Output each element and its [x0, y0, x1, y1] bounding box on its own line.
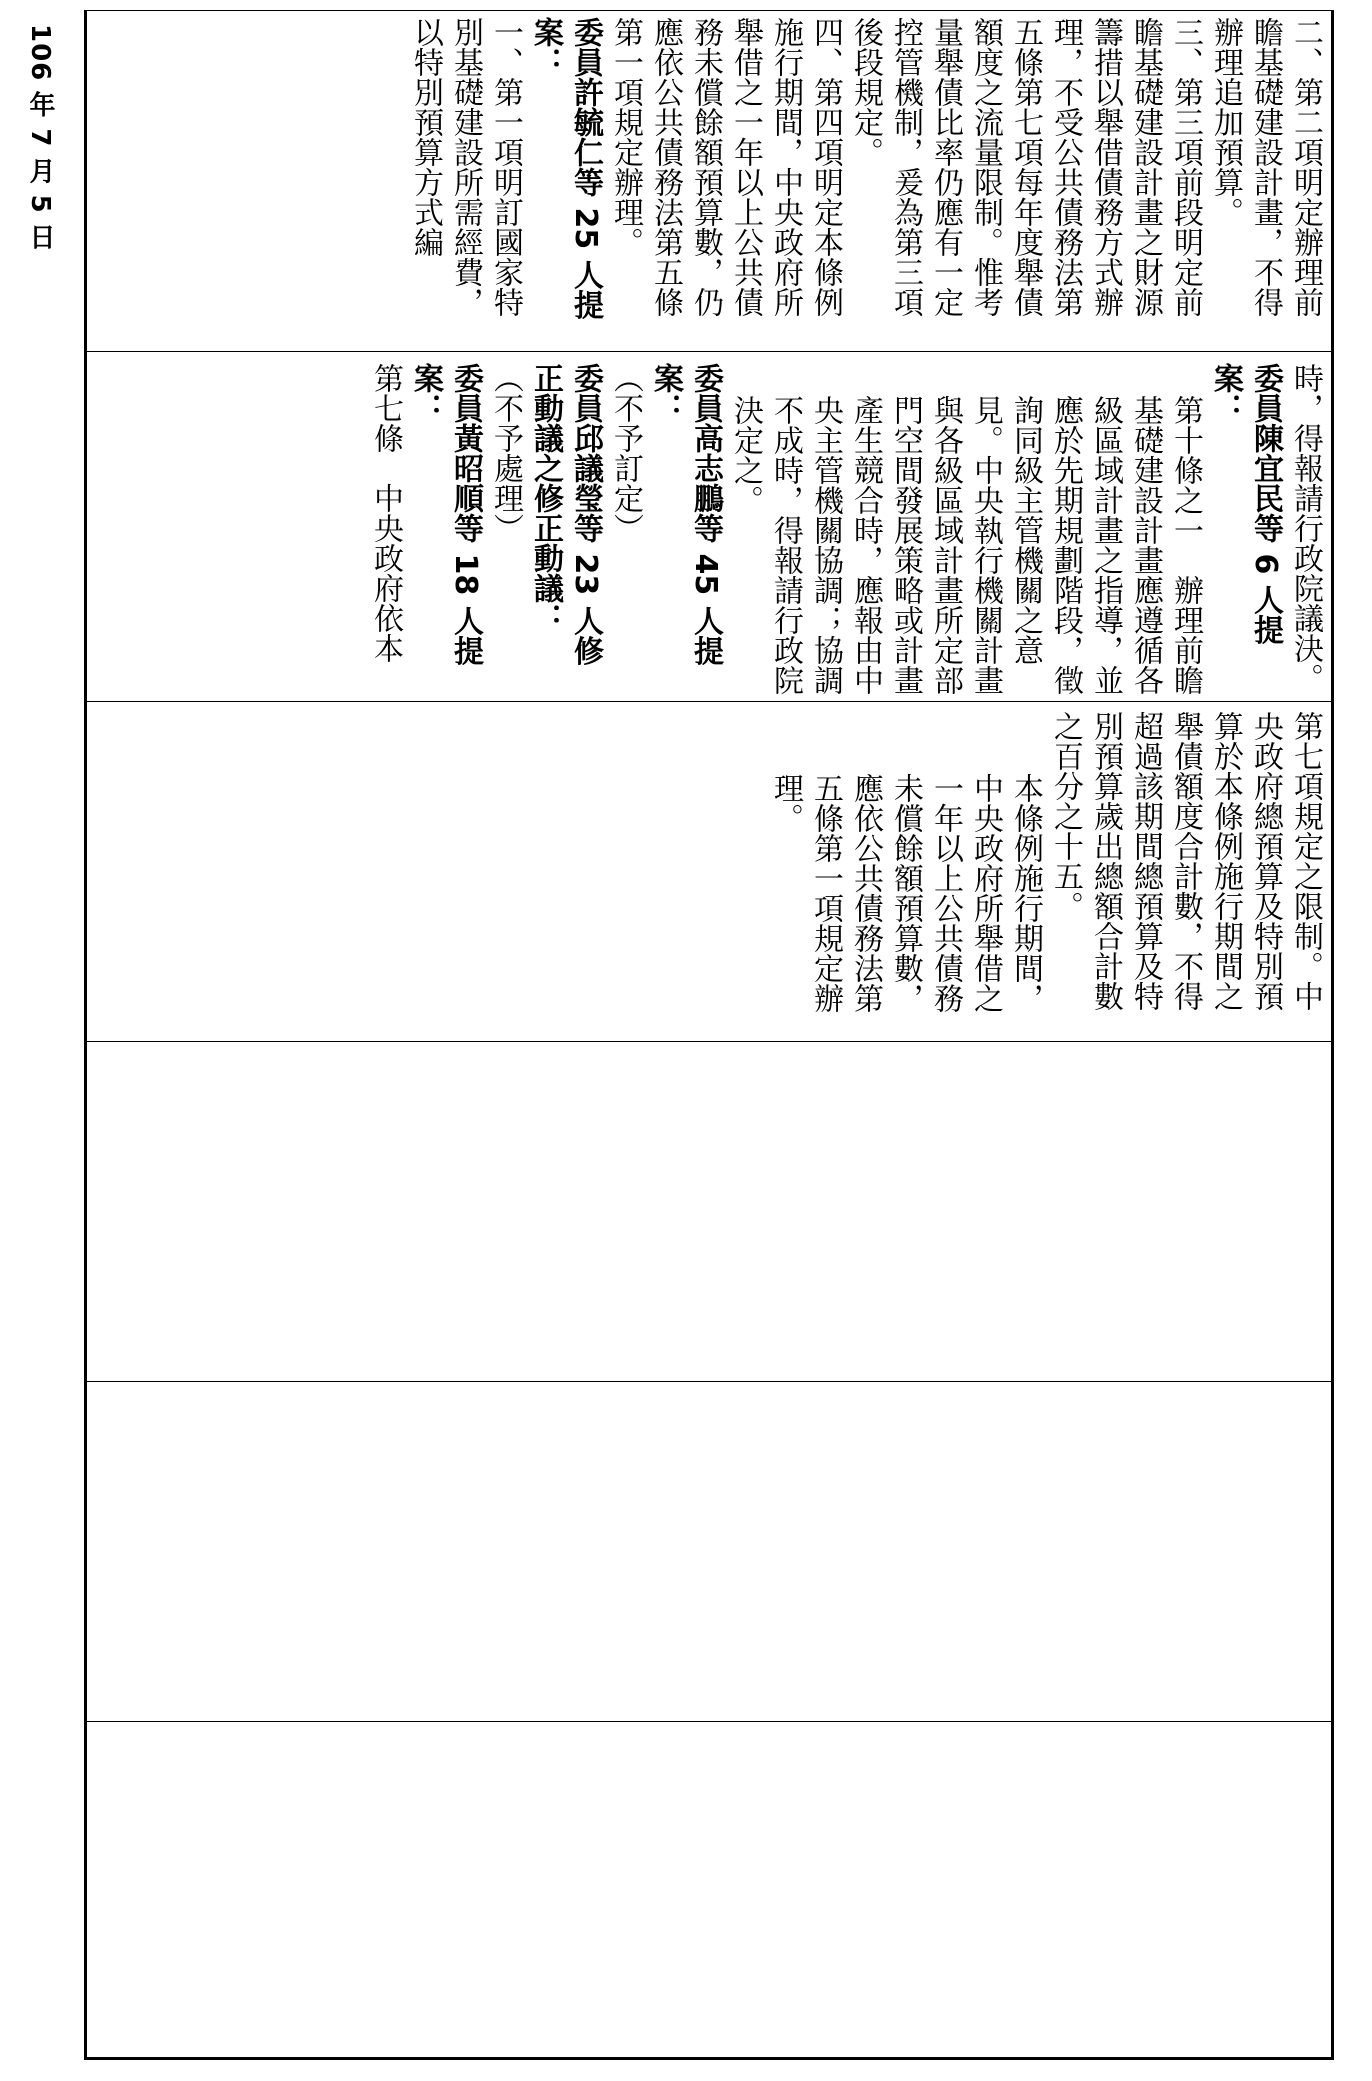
table-column-empty: [93, 1731, 1325, 2051]
paragraph: 三、第三項前段明定前瞻基礎建設計畫之財源籌措以舉借債務方式辦理，不受公共債務法第五條第七項每年度舉債額度之流量限制。惟考量舉債比率仍應有一定控管機制，爰為第三項後段規定。: [848, 17, 1203, 317]
table-column-article-text: [93, 711, 1325, 1035]
column-divider: [87, 351, 1331, 352]
paragraph: 第七項規定之限制。中央政府總預算及特別預算於本條例施行期間之舉債額度合計數，不得超過該期間總預算及特別預算歲出總額合計數之百分之十五。: [1048, 711, 1323, 1011]
column-divider: [87, 1721, 1331, 1722]
table-column-explanation: [93, 17, 1325, 345]
proposal-heading: 委員陳宜民等 6 人提案：: [1208, 363, 1283, 645]
column-divider: [87, 1381, 1331, 1382]
proposal-heading: 委員邱議瑩等 23 人修正動議之修正動議：: [528, 363, 603, 666]
table-column-empty: [93, 1051, 1325, 1371]
paragraph: 一、第一項明訂國家特別基礎建設所需經費，以特別預算方式編: [408, 17, 523, 317]
paragraph: （不予訂定）: [608, 363, 643, 543]
paragraph: 本條例施行期間，中央政府所舉借之一年以上公共債務未償餘額預算數，應依公共債務法第五條第一項規定辦理。: [768, 773, 1043, 1013]
paragraph: 第七條 中央政府依本: [368, 363, 403, 663]
paragraph: 時，得報請行政院議決。: [1288, 363, 1323, 693]
paragraph: 二、第二項明定辦理前瞻基礎建設計畫，不得辦理追加預算。: [1208, 17, 1323, 317]
table-column-empty: [93, 1391, 1325, 1711]
column-divider: [87, 701, 1331, 702]
paragraph: （不予處理）: [488, 363, 523, 543]
table-column-proposals: [93, 363, 1325, 695]
proposal-heading: 委員黃昭順等 18 人提案：: [408, 363, 483, 666]
proposal-heading: 委員高志鵬等 45 人提案：: [648, 363, 723, 666]
comparison-table: [84, 10, 1334, 2060]
page-date-header: 106 年 7 月 5 日: [25, 24, 55, 251]
proposal-heading: 委員許毓仁等 25 人提案：: [528, 17, 603, 320]
column-divider: [87, 1041, 1331, 1042]
paragraph: 第十條之一 辦理前瞻基礎建設計畫應遵循各級區域計畫之指導，並應於先期規劃階段，徵詢同級主管機關之意見。中央執行機關計畫與各級區域計畫所定部門空間發展策略或計畫產生競合時，應報由中央主管機關協調；協調不成時，得報請行政院決定之。: [728, 395, 1203, 695]
paragraph: 四、第四項明定本條例施行期間，中央政府所舉借之一年以上公共債務未償餘額預算數，仍應依公共債務法第五條第一項規定辦理。: [608, 17, 843, 317]
